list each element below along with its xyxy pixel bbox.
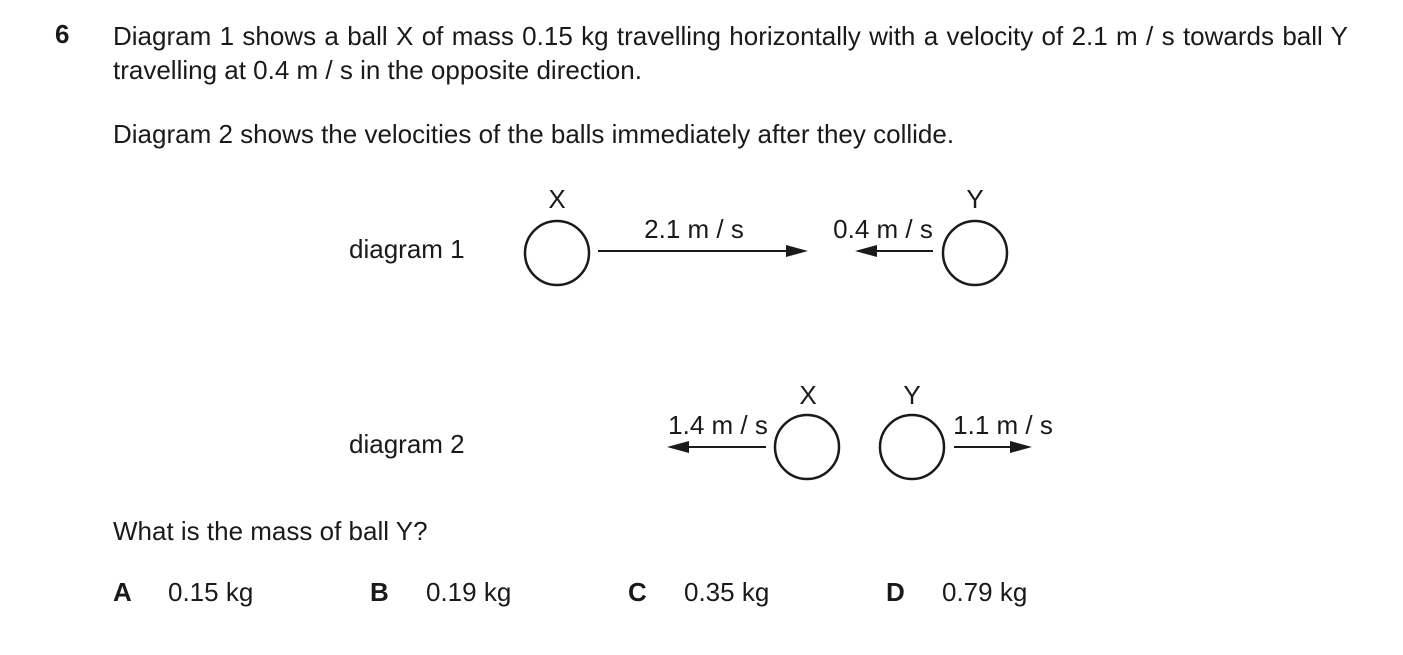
diagram-1-ball-y-label: Y: [966, 184, 984, 214]
option-value: 0.19 kg: [426, 577, 512, 607]
answer-option-b[interactable]: [370, 577, 511, 608]
diagram-2-ball-y-velocity-arrow: [954, 441, 1032, 453]
diagram-2-ball-y-label: Y: [903, 380, 921, 410]
option-letter: B: [370, 577, 389, 607]
option-value: 0.35 kg: [684, 577, 770, 607]
diagram-1-ball-x-label: X: [548, 184, 566, 214]
answer-option-a[interactable]: [113, 577, 253, 608]
question-number: 6: [55, 19, 70, 49]
diagram-2-ball-y: [880, 415, 944, 479]
diagram-2-ball-x: [775, 415, 839, 479]
diagram-2-ball-x-label: X: [799, 380, 817, 410]
option-letter: D: [886, 577, 905, 607]
diagram-1-ball-y: [943, 221, 1007, 285]
answer-option-c[interactable]: [628, 577, 769, 608]
diagram-1-ball-y-velocity-arrow: [855, 245, 933, 257]
diagram-1-ball-x: [525, 221, 589, 285]
diagram-1-ball-x-velocity: 2.1 m / s: [644, 214, 744, 244]
diagram-1-ball-x-velocity-arrow: [598, 245, 808, 257]
question-context-text: Diagram 2 shows the velocities of the balls immediately after they collide.: [113, 119, 955, 149]
option-letter: C: [628, 577, 647, 607]
option-value: 0.79 kg: [942, 577, 1028, 607]
diagram-2-ball-y-velocity: 1.1 m / s: [953, 410, 1053, 440]
option-letter: A: [113, 577, 132, 607]
question-prompt: What is the mass of ball Y?: [113, 516, 428, 546]
diagram-2-ball-x-velocity: 1.4 m / s: [668, 410, 768, 440]
diagram-2-label: diagram 2: [349, 429, 465, 459]
option-value: 0.15 kg: [168, 577, 254, 607]
answer-option-d[interactable]: [886, 577, 1027, 608]
question-intro-text: Diagram 1 shows a ball X of mass 0.15 kg travelling horizontally with a velocity of 2.1 m / s towards ball Y travelling at 0.4 m / s in the opposite direction.: [113, 21, 1348, 85]
diagram-1-ball-y-velocity: 0.4 m / s: [833, 214, 933, 244]
diagram-1-label: diagram 1: [349, 234, 465, 264]
diagram-2-ball-x-velocity-arrow: [667, 441, 766, 453]
